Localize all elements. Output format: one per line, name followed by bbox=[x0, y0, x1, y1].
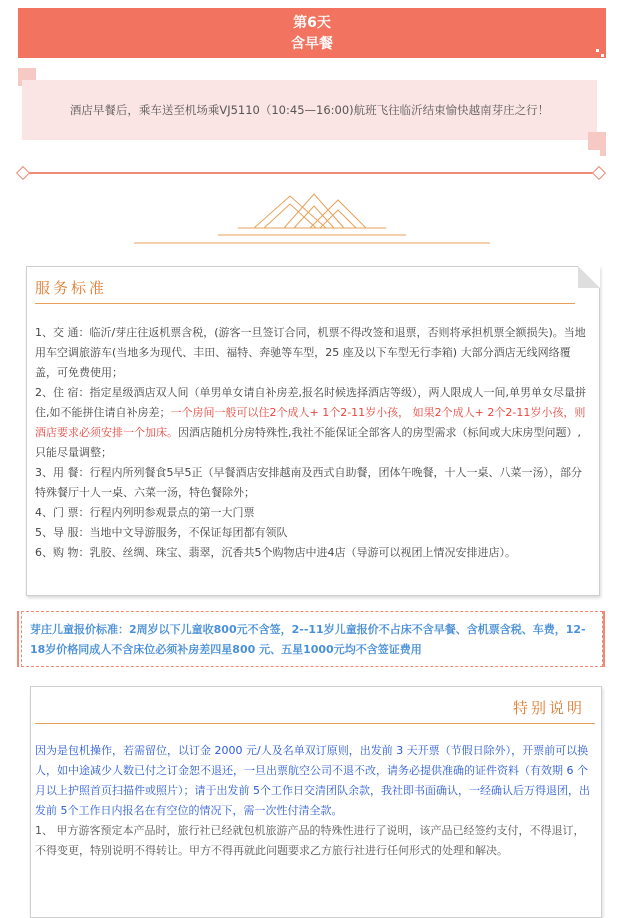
divider-diamond-left bbox=[16, 166, 30, 180]
meal-label: 含早餐 bbox=[291, 36, 333, 52]
special-title: 特别说明 bbox=[512, 699, 585, 717]
booking-policy-text: 因为是包机操作，若需留位，以订金 2000 元/人及名单双订原则，出发前 3 天开票（节假日除外），开票前可以换人，如中途减少人数已付之订金恕不退还，一旦出票航空公司不退不改，请务必提供准确的证件资料（有效期 6 个月以上护照首页扫描件或照片）；请于出发前 5个工作日交清团队余款，我社即书面确认，一经确认后万得退团，出发前 5个工作日内报名在有空位的情况下，需一次性付清全款。 bbox=[35, 744, 590, 817]
service-title: 服务标准 bbox=[35, 279, 108, 297]
itinerary-description bbox=[22, 80, 597, 140]
service-item: 2、住 宿：指定星级酒店双人间（单男单女请自补房差,报名时候选择酒店等级），两人限成人一间,单男单女尽量拼住,如不能拼住请自补房差；一个房间一般可以住2个成人+ 1个2-11岁小孩， 如果2个成人+ 2个2-11岁小孩，则酒店要求必须安排一个加床。因酒店随机分房特殊性,我社不能保证全部客人的房型需求（标间或大床房型问题）,只能尽量调整； bbox=[35, 386, 586, 459]
header-corner-deco bbox=[596, 44, 606, 54]
child-price-text: 芽庄儿童报价标准：2周岁以下儿童收800元不含签，2--11岁儿童报价不占床不含早餐、含机票含税、车费，12-18岁价格同成人不含床位必须补房差四星800 元、五星1000元均不含签证费用 bbox=[30, 623, 586, 656]
divider-diamond-right bbox=[592, 166, 606, 180]
special-title-underline bbox=[35, 723, 595, 724]
service-item: 3、用 餐：行程内所列餐食5早5正（早餐酒店安排越南及西式自助餐，团体午晚餐，十人一桌、八菜一汤），部分特殊餐厅十人一桌、六菜一汤，特色餐除外； bbox=[35, 466, 582, 499]
refund-policy-text: 1、 甲方游客预定本产品时，旅行社已经就包机旅游产品的特殊性进行了说明，该产品已经签约支付，不得退订，不得变更，特别说明不得转让。甲方不得再就此问题要求乙方旅行社进行任何形式的处理和解决。 bbox=[35, 824, 585, 857]
page-fold-icon bbox=[578, 266, 600, 288]
service-item: 6、购 物：乳胶、丝绸、珠宝、翡翠，沉香共5个购物店中进4店（导游可以视团上情况安排进店）。 bbox=[35, 546, 516, 559]
child-price-box bbox=[21, 611, 603, 667]
service-standards-card bbox=[26, 266, 600, 596]
special-body bbox=[35, 741, 595, 861]
child-box-left-bar bbox=[17, 611, 19, 667]
room-capacity-warning: 一个房间一般可以住2个成人+ 1个2-11岁小孩， 如果2个成人+ 2个2-11岁小孩，则酒店要求必须安排一个加床。 bbox=[35, 406, 586, 439]
desc-corner-deco-bottom bbox=[588, 132, 606, 150]
itinerary-text: 酒店早餐后，乘车送至机场乘VJ5110（10:45—16:00)航班飞往临沂结束愉快越南芽庄之行！ bbox=[69, 103, 550, 117]
child-box-right-bar bbox=[603, 611, 605, 667]
service-body bbox=[35, 323, 591, 563]
service-item: 1、交 通：临沂/芽庄往返机票含税，(游客一旦签订合同，机票不得改签和退票，否则将承担机票全额损失)。当地用车空调旅游车(当地多为现代、丰田、福特、奔驰等车型，25 座及以下车型无行李箱) 大部分酒店无线网络覆盖，可免费使用； bbox=[35, 326, 586, 379]
service-item: 4、门 票：行程内列明参观景点的第一大门票 bbox=[35, 506, 255, 519]
desc-corner-deco-small bbox=[600, 150, 606, 156]
special-notes-card bbox=[30, 686, 602, 918]
mountain-ornament-icon bbox=[134, 186, 490, 246]
day-header bbox=[18, 8, 606, 58]
service-title-underline bbox=[35, 303, 575, 304]
day-title: 第6天 bbox=[293, 15, 331, 31]
section-divider bbox=[22, 172, 600, 174]
service-item: 5、导 服：当地中文导游服务，不保证每团都有领队 bbox=[35, 526, 288, 539]
